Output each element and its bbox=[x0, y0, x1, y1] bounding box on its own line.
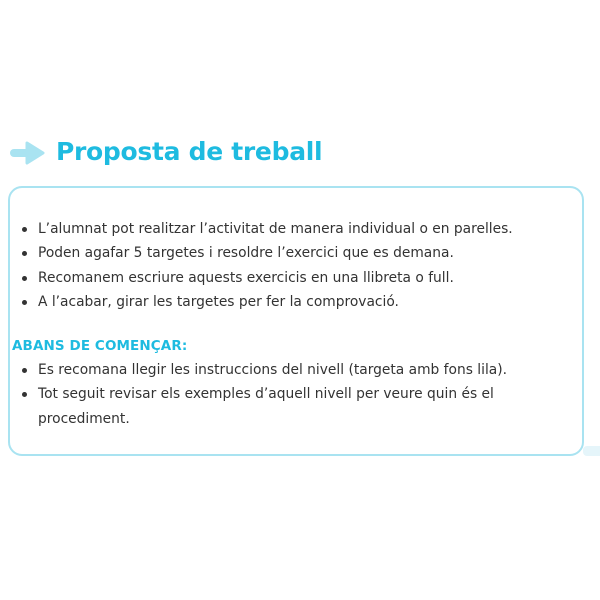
section-header bbox=[10, 131, 322, 171]
bullet-icon bbox=[22, 392, 27, 397]
list-item bbox=[20, 266, 580, 290]
before-start-list bbox=[20, 358, 580, 431]
arrow-right-icon bbox=[10, 140, 46, 166]
list-item-text: L’alumnat pot realitzar l’activitat de manera individual o en parelles. bbox=[38, 221, 513, 237]
bullet-icon bbox=[22, 300, 27, 305]
list-item-text: Poden agafar 5 targetes i resoldre l’exercici que es demana. bbox=[38, 245, 454, 262]
bullet-icon bbox=[22, 251, 27, 256]
list-item bbox=[20, 241, 580, 265]
bullet-icon bbox=[22, 276, 27, 281]
page-title: Proposta de treball bbox=[56, 136, 323, 166]
list-item-text: Tot seguit revisar els exemples d’aquell nivell per veure quin és el procediment. bbox=[38, 386, 494, 427]
bullet-icon bbox=[22, 227, 27, 232]
list-item-text: Es recomana llegir les instruccions del nivell (targeta amb fons lila). bbox=[38, 362, 508, 378]
decorative-accent bbox=[583, 446, 600, 456]
bullet-icon bbox=[22, 368, 27, 373]
list-item bbox=[20, 358, 580, 382]
section-heading: ABANS DE COMENÇAR: bbox=[12, 338, 188, 354]
list-item-text: Recomanem escriure aquests exercicis en una llibreta o full. bbox=[38, 269, 454, 286]
list-item bbox=[20, 217, 580, 241]
list-item bbox=[20, 382, 558, 431]
list-item bbox=[20, 290, 580, 314]
instructions-list bbox=[20, 217, 580, 314]
list-item-text: A l’acabar, girar les targetes per fer la comprovació. bbox=[38, 293, 399, 310]
